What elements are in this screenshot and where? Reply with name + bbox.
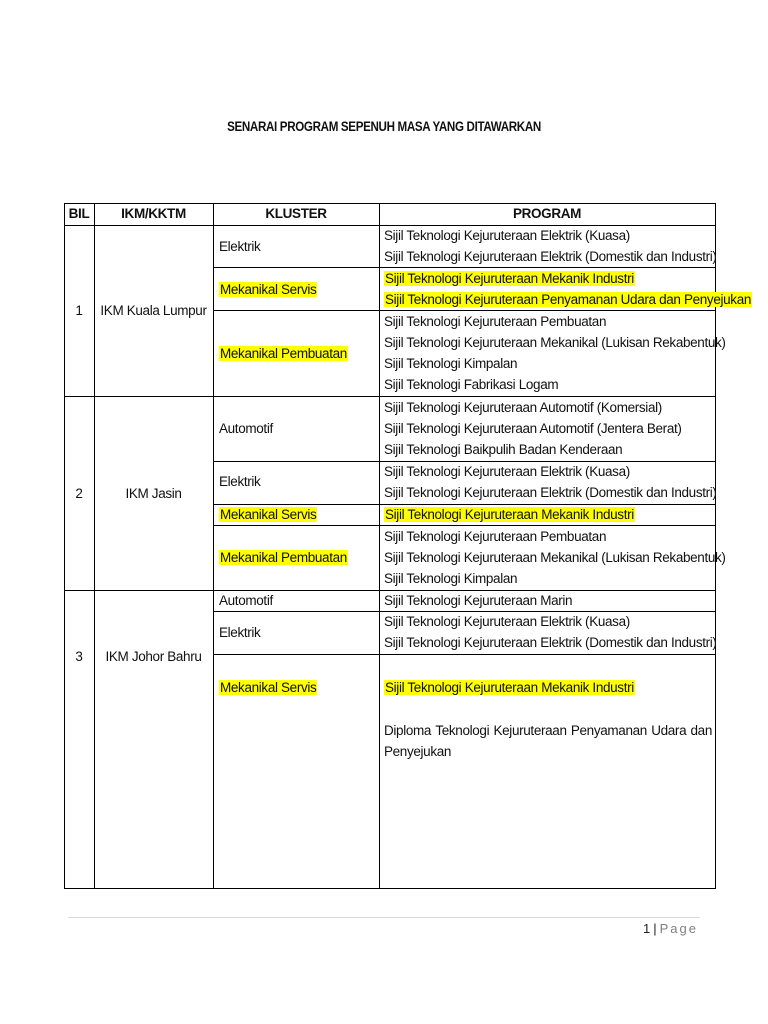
table-border xyxy=(213,654,716,655)
institute-name: IKM Jasin xyxy=(125,486,182,501)
program-item: Sijil Teknologi Kejuruteraan Elektrik (Kuasa) xyxy=(384,464,630,479)
cluster-name: Elektrik xyxy=(219,474,261,489)
program-item: Sijil Teknologi Kejuruteraan Mekanikal (Lukisan Rekabentuk) xyxy=(384,335,726,350)
diploma-program xyxy=(384,720,712,762)
cluster-name-highlighted: Mekanikal Pembuatan xyxy=(220,346,347,361)
program-item: Sijil Teknologi Kejuruteraan Automotif (Komersial) xyxy=(384,400,662,415)
row-number: 1 xyxy=(75,303,83,318)
cluster-name: Elektrik xyxy=(219,625,261,640)
program-item-highlighted: Sijil Teknologi Kejuruteraan Mekanik Industri xyxy=(385,507,634,522)
program-item: Sijil Teknologi Kejuruteraan Pembuatan xyxy=(384,529,607,544)
header-bil: BIL xyxy=(68,206,90,221)
program-list xyxy=(384,611,717,653)
program-list xyxy=(384,311,726,395)
header-kluster: KLUSTER xyxy=(265,206,327,221)
program-item-highlighted: Sijil Teknologi Kejuruteraan Mekanik Industri xyxy=(385,680,634,695)
program-table xyxy=(64,203,752,889)
program-item: Sijil Teknologi Baikpulih Badan Kenderaan xyxy=(384,442,623,457)
institute-name: IKM Johor Bahru xyxy=(105,649,202,664)
program-list xyxy=(384,526,726,589)
program-item: Sijil Teknologi Kimpalan xyxy=(384,571,518,586)
program-list xyxy=(384,461,717,503)
program-item: Sijil Teknologi Fabrikasi Logam xyxy=(384,377,559,392)
program-item-highlighted: Sijil Teknologi Kejuruteraan Penyamanan Udara dan Penyejukan xyxy=(385,292,752,307)
row-number: 2 xyxy=(75,486,83,501)
cluster-name: Automotif xyxy=(219,593,273,608)
page-separator: | xyxy=(653,921,657,936)
row-number: 3 xyxy=(75,649,83,664)
program-item: Sijil Teknologi Kejuruteraan Pembuatan xyxy=(384,314,607,329)
cluster-name: Automotif xyxy=(219,421,273,436)
program-list xyxy=(384,590,572,611)
program-item: Sijil Teknologi Kejuruteraan Elektrik (Kuasa) xyxy=(384,228,630,243)
program-item: Sijil Teknologi Kejuruteraan Elektrik (Domestik dan Industri) xyxy=(384,635,717,650)
program-item-highlighted: Sijil Teknologi Kejuruteraan Mekanik Industri xyxy=(385,271,634,286)
page-footer xyxy=(643,921,698,936)
table-border xyxy=(379,203,380,889)
page-label: Page xyxy=(659,921,698,936)
table-border xyxy=(64,888,716,889)
page-title: SENARAI PROGRAM SEPENUH MASA YANG DITAWARKAN xyxy=(227,119,541,134)
header-ikm: IKM/KKTM xyxy=(121,206,186,221)
program-item: Sijil Teknologi Kejuruteraan Automotif (Jentera Berat) xyxy=(384,421,682,436)
diploma-line: Diploma Teknologi Kejuruteraan Penyamanan Udara dan xyxy=(384,723,712,738)
program-list xyxy=(384,504,635,525)
cluster-name-highlighted: Mekanikal Servis xyxy=(220,282,317,297)
program-list xyxy=(384,397,682,460)
program-item: Sijil Teknologi Kejuruteraan Mekanikal (Lukisan Rekabentuk) xyxy=(384,550,726,565)
program-item: Sijil Teknologi Kejuruteraan Marin xyxy=(384,593,573,608)
cluster-name-highlighted: Mekanikal Pembuatan xyxy=(220,550,347,565)
program-item: Sijil Teknologi Kejuruteraan Elektrik (Kuasa) xyxy=(384,614,630,629)
program-list xyxy=(384,677,635,698)
program-list xyxy=(384,268,752,310)
institute-name: IKM Kuala Lumpur xyxy=(100,303,207,318)
header-program: PROGRAM xyxy=(512,206,582,221)
program-list xyxy=(384,225,717,267)
cluster-name-highlighted: Mekanikal Servis xyxy=(220,507,317,522)
page-number: 1 xyxy=(643,921,651,936)
cluster-name: Elektrik xyxy=(219,239,261,254)
program-item: Sijil Teknologi Kejuruteraan Elektrik (Domestik dan Industri) xyxy=(384,249,717,264)
footer-divider xyxy=(68,917,700,918)
table-border xyxy=(213,203,214,889)
program-item: Sijil Teknologi Kimpalan xyxy=(384,356,518,371)
cluster-name-highlighted: Mekanikal Servis xyxy=(220,680,317,695)
program-item: Sijil Teknologi Kejuruteraan Elektrik (Domestik dan Industri) xyxy=(384,485,717,500)
diploma-line-tail: Penyejukan xyxy=(384,744,452,759)
